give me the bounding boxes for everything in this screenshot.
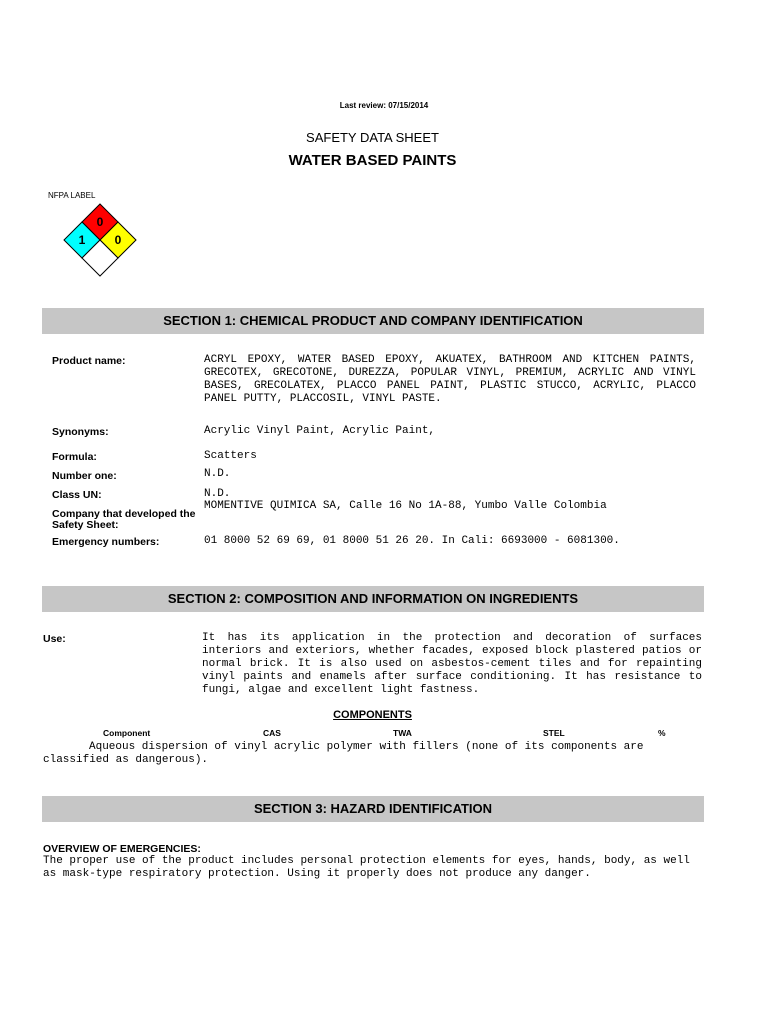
emergency-numbers-label: Emergency numbers: — [52, 536, 160, 548]
section-1-header: SECTION 1: CHEMICAL PRODUCT AND COMPANY IDENTIFICATION — [42, 308, 704, 334]
class-un-label: Class UN: — [52, 489, 102, 501]
document-title: SAFETY DATA SHEET — [306, 130, 439, 145]
synonyms-value: Acrylic Vinyl Paint, Acrylic Paint, — [204, 425, 436, 437]
nfpa-label-caption: NFPA LABEL — [48, 191, 96, 200]
column-twa: TWA — [393, 728, 412, 738]
company-value: MOMENTIVE QUIMICA SA, Calle 16 No 1A-88, Yumbo Valle Colombia — [204, 500, 607, 512]
nfpa-flammability-value: 0 — [96, 215, 104, 229]
column-cas: CAS — [263, 728, 281, 738]
nfpa-diamond — [55, 203, 147, 285]
nfpa-reactivity-value: 0 — [114, 233, 122, 247]
last-review-date: Last review: 07/15/2014 — [339, 101, 429, 110]
overview-text: The proper use of the product includes personal protection elements for eyes, hands, body, as well as mask-type respiratory protection. Using it properly does not produce any danger. — [43, 855, 690, 880]
class-un-value: N.D. — [204, 488, 231, 500]
use-label: Use: — [43, 633, 66, 645]
formula-label: Formula: — [52, 451, 97, 463]
overview-label: OVERVIEW OF EMERGENCIES: — [43, 843, 201, 855]
components-note: Aqueous dispersion of vinyl acrylic polymer with fillers (none of its components are classified as dangerous). — [43, 741, 644, 766]
column-percent: % — [658, 728, 666, 738]
emergency-numbers-value: 01 8000 52 69 69, 01 8000 51 26 20. In Cali: 6693000 - 6081300. — [204, 535, 620, 547]
company-label: Company that developed the Safety Sheet: — [52, 508, 196, 531]
number-one-label: Number one: — [52, 470, 117, 482]
number-one-value: N.D. — [204, 468, 231, 480]
synonyms-label: Synonyms: — [52, 426, 109, 438]
formula-value: Scatters — [204, 450, 257, 462]
column-stel: STEL — [543, 728, 565, 738]
use-description: It has its application in the protection and decoration of surfaces interiors and exteriors, whether facades, exposed block plastered patios or normal brick. It is also used on asbestos-cement tiles and for repainting vinyl paints and enamels after surface conditioning. It has resistance to fungi, algae and excellent light fastness. — [202, 632, 702, 696]
product-title: WATER BASED PAINTS — [288, 152, 457, 169]
section-3-header: SECTION 3: HAZARD IDENTIFICATION — [42, 796, 704, 822]
column-component: Component — [103, 728, 151, 738]
components-title: COMPONENTS — [333, 709, 412, 721]
section-2-header: SECTION 2: COMPOSITION AND INFORMATION ON INGREDIENTS — [42, 586, 704, 612]
nfpa-health-value: 1 — [78, 233, 86, 247]
product-name-value: ACRYL EPOXY, WATER BASED EPOXY, AKUATEX, BATHROOM AND KITCHEN PAINTS, GRECOTEX, GRECOTONE, DUREZZA, POPULAR VINYL, PREMIUM, ACRYLIC AND VINYL BASES, GRECOLATEX, PLACCO PANEL PAINT, PLASTIC STUCCO, ACRYLIC, PLACCO PANEL PUTTY, PLACCOSIL, VINYL PASTE. — [204, 354, 696, 405]
product-name-label: Product name: — [52, 355, 126, 367]
